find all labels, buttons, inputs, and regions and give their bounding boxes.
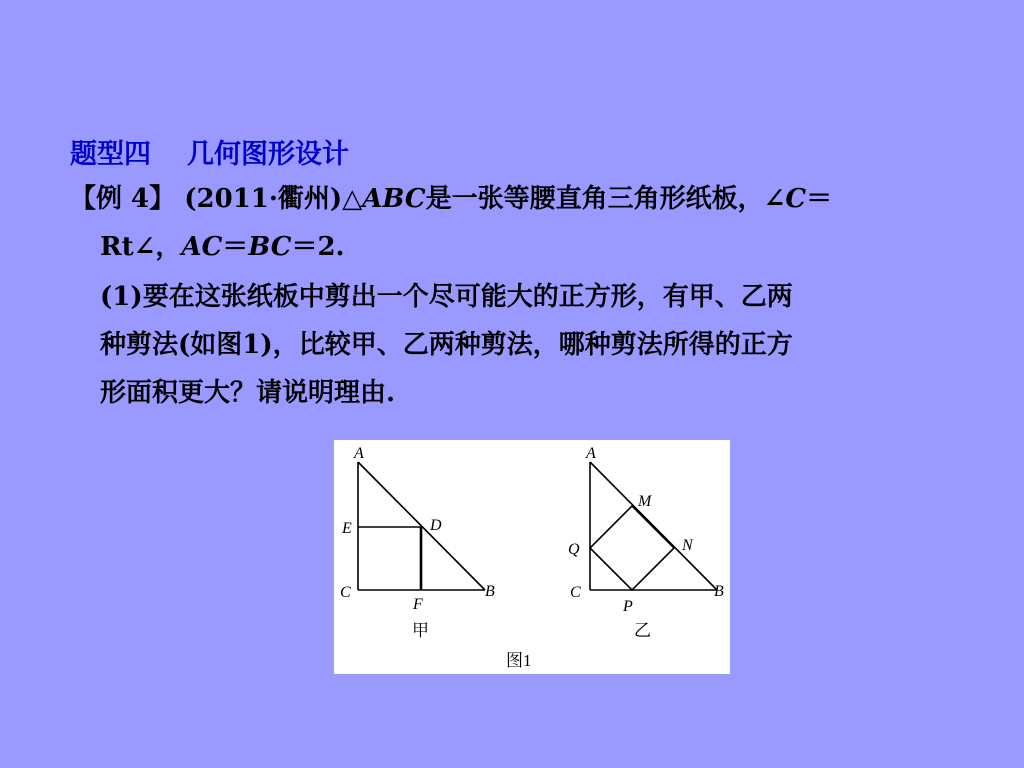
triangle-name: ABC xyxy=(362,184,426,214)
angle-symbol: ∠ xyxy=(763,184,786,214)
example-tag: 【例 4】 xyxy=(70,184,176,214)
problem-line-3: (1)要在这张纸板中剪出一个尽可能大的正方形，有甲、乙两 xyxy=(100,282,793,312)
label-f: F xyxy=(413,596,423,613)
triangle-desc: 是一张等腰直角三角形纸板， xyxy=(425,184,764,214)
problem-line-1 xyxy=(70,182,832,216)
section-heading xyxy=(70,132,349,171)
equals-sign: ＝ xyxy=(806,184,833,214)
problem-line-2 xyxy=(100,230,345,264)
figure-svg xyxy=(334,440,730,674)
right-square xyxy=(590,506,674,590)
heading-type: 题型四 xyxy=(70,139,151,170)
figure-yi xyxy=(590,462,717,590)
problem-line-4: 种剪法(如图1)，比较甲、乙两种剪法，哪种剪法所得的正方 xyxy=(100,330,793,360)
caption-jia: 甲 xyxy=(412,621,429,640)
label-m: M xyxy=(638,493,652,510)
figure-caption: 图1 xyxy=(506,651,532,670)
angle-vertex: C xyxy=(785,184,807,214)
heading-topic: 几何图形设计 xyxy=(187,139,349,170)
label-d: D xyxy=(430,517,442,534)
right-angle-text: Rt∠， xyxy=(100,232,182,262)
side-ac: AC xyxy=(181,232,223,262)
triangle-symbol: △ xyxy=(342,184,363,214)
label-c-right: C xyxy=(570,584,581,601)
label-n: N xyxy=(682,537,693,554)
figure-jia xyxy=(358,462,485,590)
label-b-left: B xyxy=(485,583,495,600)
equals-sign-1: ＝ xyxy=(222,232,249,262)
label-c-left: C xyxy=(340,584,351,601)
source-tag: (2011·衢州) xyxy=(184,184,343,214)
right-hypotenuse xyxy=(590,462,717,590)
label-q: Q xyxy=(568,541,580,558)
label-e: E xyxy=(342,520,352,537)
problem-line-5: 形面积更大？请说明理由. xyxy=(100,378,396,408)
label-a-left: A xyxy=(354,445,364,462)
caption-yi: 乙 xyxy=(634,621,651,640)
geometry-figure xyxy=(334,440,730,674)
label-p: P xyxy=(623,598,633,615)
equals-value: ＝2. xyxy=(291,232,345,262)
side-bc: BC xyxy=(248,232,292,262)
label-a-right: A xyxy=(586,445,596,462)
label-b-right: B xyxy=(714,583,724,600)
